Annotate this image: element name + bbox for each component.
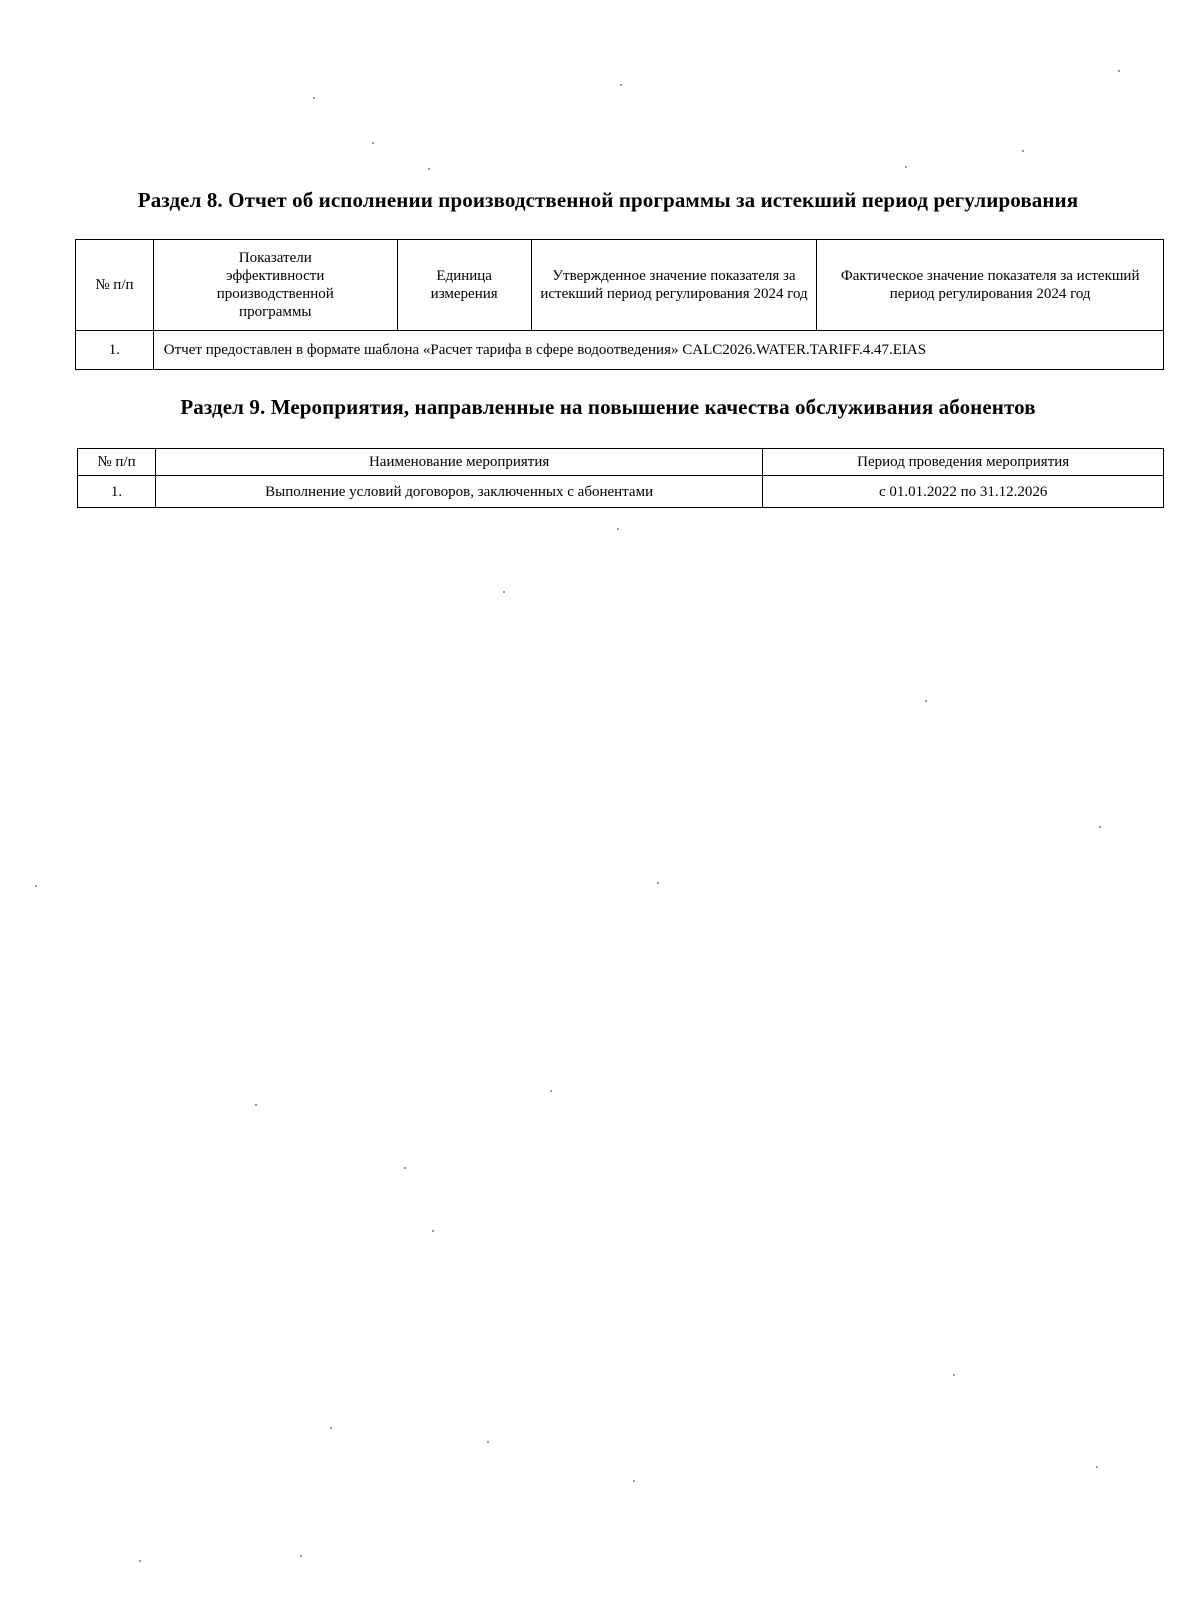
row-report-text: Отчет предоставлен в формате шаблона «Расчет тарифа в сфере водоотведения» CALC2026.WATER.TARIFF.4.47.EIAS <box>153 331 1163 370</box>
scan-speck <box>633 1480 635 1482</box>
header-period: Период проведения мероприятия <box>763 449 1164 476</box>
scan-speck <box>313 97 315 99</box>
header-number: № п/п <box>76 240 154 331</box>
header-indicators: Показатели эффективности производственной программы <box>153 240 397 331</box>
row-activity-name: Выполнение условий договоров, заключенных с абонентами <box>155 476 762 508</box>
scan-speck <box>905 166 907 168</box>
scan-speck <box>487 1441 489 1443</box>
table-row <box>78 476 1164 508</box>
scan-speck <box>300 1555 302 1557</box>
scan-speck <box>372 142 374 144</box>
section-9-title: Раздел 9. Мероприятия, направленные на повышение качества обслуживания абонентов <box>180 395 1036 419</box>
scan-speck <box>404 1167 406 1169</box>
table-header-row <box>76 240 1164 331</box>
scan-speck <box>428 168 430 170</box>
header-activity-name: Наименование мероприятия <box>155 449 762 476</box>
scan-speck <box>432 1230 434 1232</box>
scan-speck <box>35 885 37 887</box>
table-header-row <box>78 449 1164 476</box>
scan-speck <box>139 1560 141 1562</box>
header-actual-value: Фактическое значение показателя за истекший период регулирования 2024 год <box>817 240 1164 331</box>
scan-speck <box>330 1427 332 1429</box>
scan-speck <box>617 528 619 530</box>
scan-speck <box>503 591 505 593</box>
scan-speck <box>1022 150 1024 152</box>
scan-speck <box>1096 1466 1098 1468</box>
scan-speck <box>620 84 622 86</box>
section-8-table <box>75 239 1164 370</box>
row-number: 1. <box>76 331 154 370</box>
scan-speck <box>550 1090 552 1092</box>
table-row <box>76 331 1164 370</box>
scan-speck <box>1099 826 1101 828</box>
header-approved-value: Утвержденное значение показателя за истекший период регулирования 2024 год <box>531 240 817 331</box>
scan-speck <box>255 1104 257 1106</box>
scan-speck <box>657 882 659 884</box>
row-period: с 01.01.2022 по 31.12.2026 <box>763 476 1164 508</box>
scan-speck <box>953 1374 955 1376</box>
scan-speck <box>1118 70 1120 72</box>
header-number: № п/п <box>78 449 156 476</box>
scan-speck <box>925 700 927 702</box>
section-9-table <box>77 448 1164 508</box>
row-number: 1. <box>78 476 156 508</box>
header-unit: Единица измерения <box>397 240 531 331</box>
section-8-title: Раздел 8. Отчет об исполнении производственной программы за истекший период регулирования <box>137 188 1079 212</box>
